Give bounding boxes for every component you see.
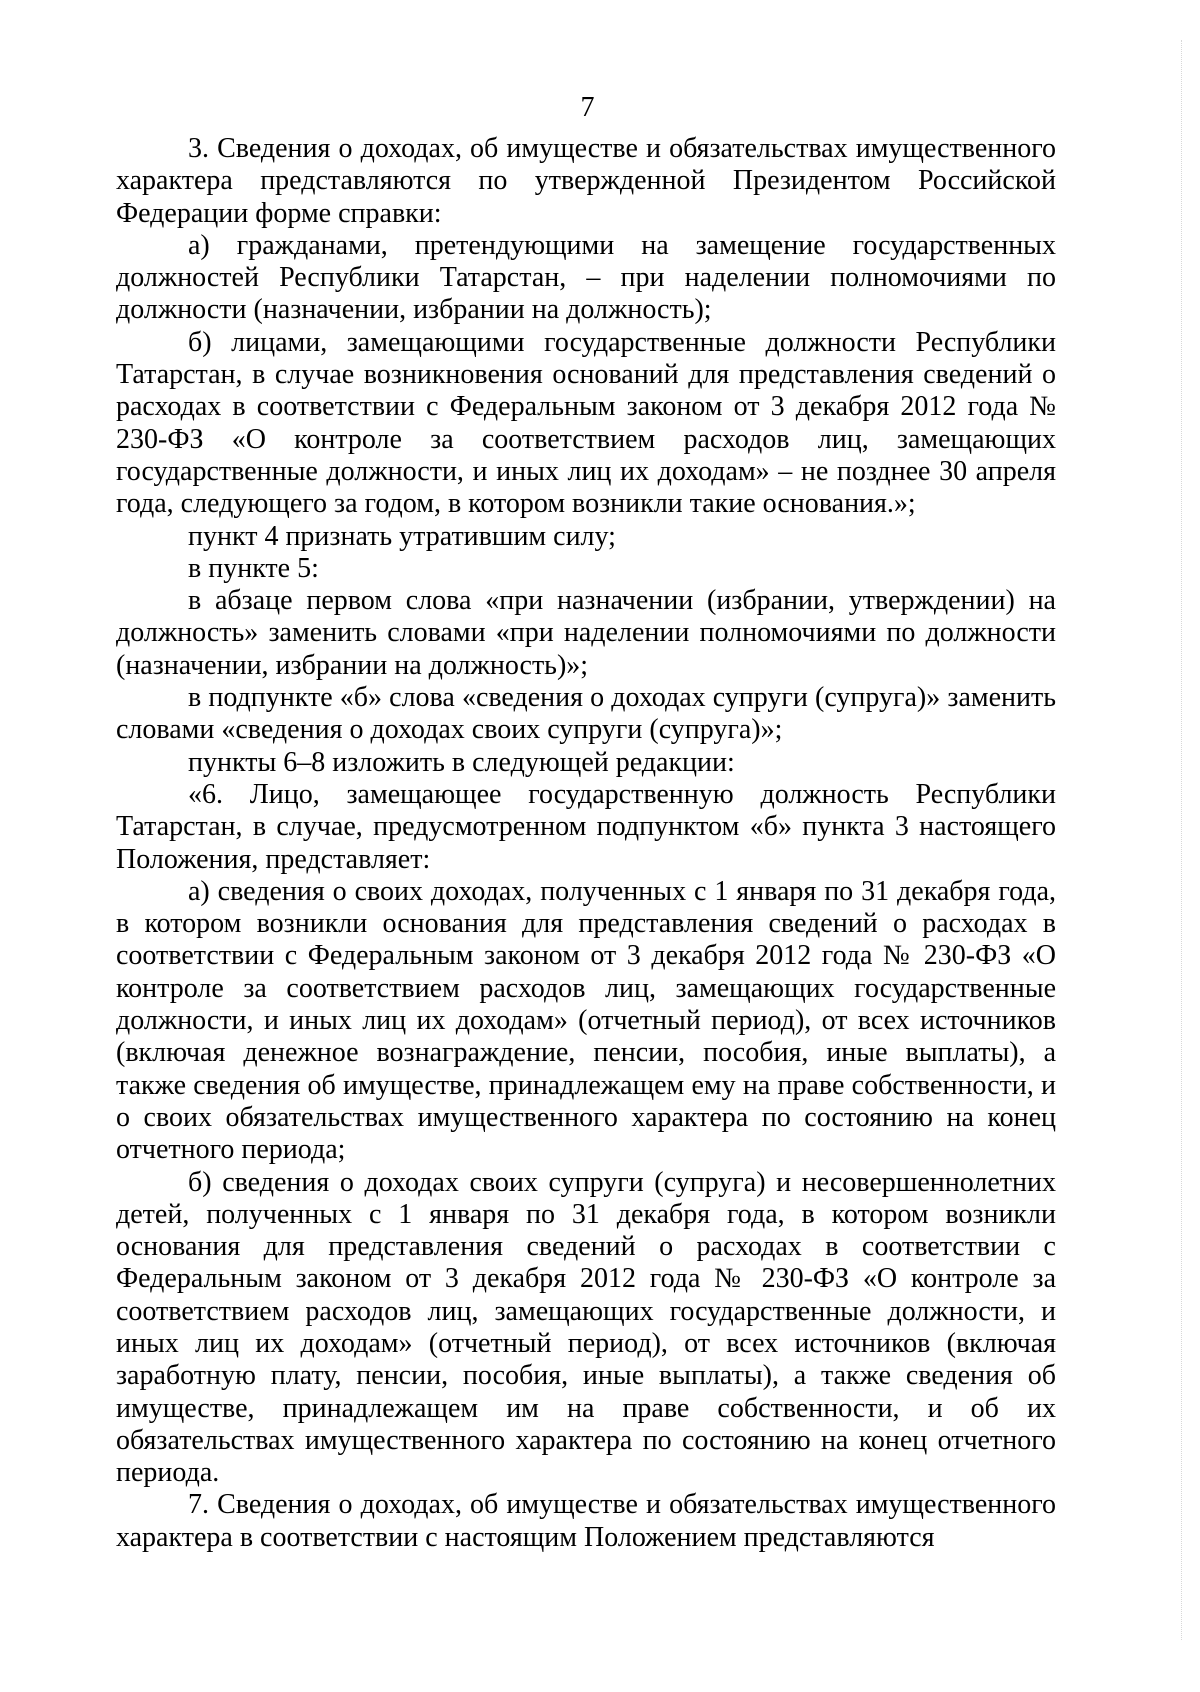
paragraph-3a: а) гражданами, претендующими на замещение государственных должностей Республики Татарстан, – при наделении полномочиями по должности (назначении, избрании на должность); (116, 229, 1056, 326)
paragraph-points-6-8: пункты 6–8 изложить в следующей редакции: (188, 746, 735, 778)
paragraph-first-abzac: в абзаце первом слова «при назначении (избрании, утверждении) на должность» заменить словами «при наделении полномочиями по должности (назначении, избрании на должность)»; (116, 585, 1056, 681)
paragraph-point-5: в пункте 5: (188, 552, 319, 584)
paragraph-7: 7. Сведения о доходах, об имуществе и обязательствах имущественного характера в соответствии с настоящим Положением представляются (116, 1489, 1056, 1553)
paragraph-6b: б) сведения о доходах своих супруги (супруга) и несовершеннолетних детей, полученных с 1 января по 31 декабря года, в котором возникли основания для представления сведений о расходах в соответствии с Федеральным законом от 3 декабря 2012 года № 230-ФЗ «О контроле за соответствием расходов лиц, замещающих государственные должности, и иных лиц их доходам» (отчетный период), от всех источников (включая заработную плату, пенсии, пособия, иные выплаты), а также сведения об имуществе, принадлежащем им на праве собственности, и об их обязательствах имущественного характера по состоянию на конец отчетного периода. (116, 1166, 1056, 1489)
paragraph-3b: б) лицами, замещающими государственные должности Республики Татарстан, в случае возникновения оснований для представления сведений о расходах в соответствии с Федеральным законом от 3 декабря 2012 года № 230-ФЗ «О контроле за соответствием расходов лиц, замещающих государственные должности, и иных лиц их доходам» – не позднее 30 апреля года, следующего за годом, в котором возникли такие основания.»; (116, 326, 1056, 520)
page-number: 7 (580, 92, 595, 123)
document-body (116, 133, 1056, 1554)
paragraph-subpoint-b: в подпункте «б» слова «сведения о доходах супруги (супруга)» заменить словами «сведения о доходах своих супруги (супруга)»; (116, 682, 1056, 746)
paragraph-6a: а) сведения о своих доходах, полученных с 1 января по 31 декабря года, в котором возникли основания для представления сведений о расходах в соответствии с Федеральным законом от 3 декабря 2012 года № 230-ФЗ «О контроле за соответствием расходов лиц, замещающих государственные должности, и иных лиц их доходам» (отчетный период), от всех источников (включая денежное вознаграждение, пенсии, пособия, иные выплаты), а также сведения об имуществе, принадлежащем ему на праве собственности, и о своих обязательствах имущественного характера по состоянию на конец отчетного периода; (116, 875, 1056, 1166)
paragraph-3: 3. Сведения о доходах, об имуществе и обязательствах имущественного характера представляются по утвержденной Президентом Российской Федерации форме справки: (116, 133, 1056, 229)
scan-edge-line (1180, 40, 1182, 1640)
paragraph-point-4: пункт 4 признать утратившим силу; (188, 520, 616, 552)
paragraph-6: «6. Лицо, замещающее государственную должность Республики Татарстан, в случае, предусмотренном подпунктом «б» пункта 3 настоящего Положения, представляет: (116, 778, 1056, 875)
